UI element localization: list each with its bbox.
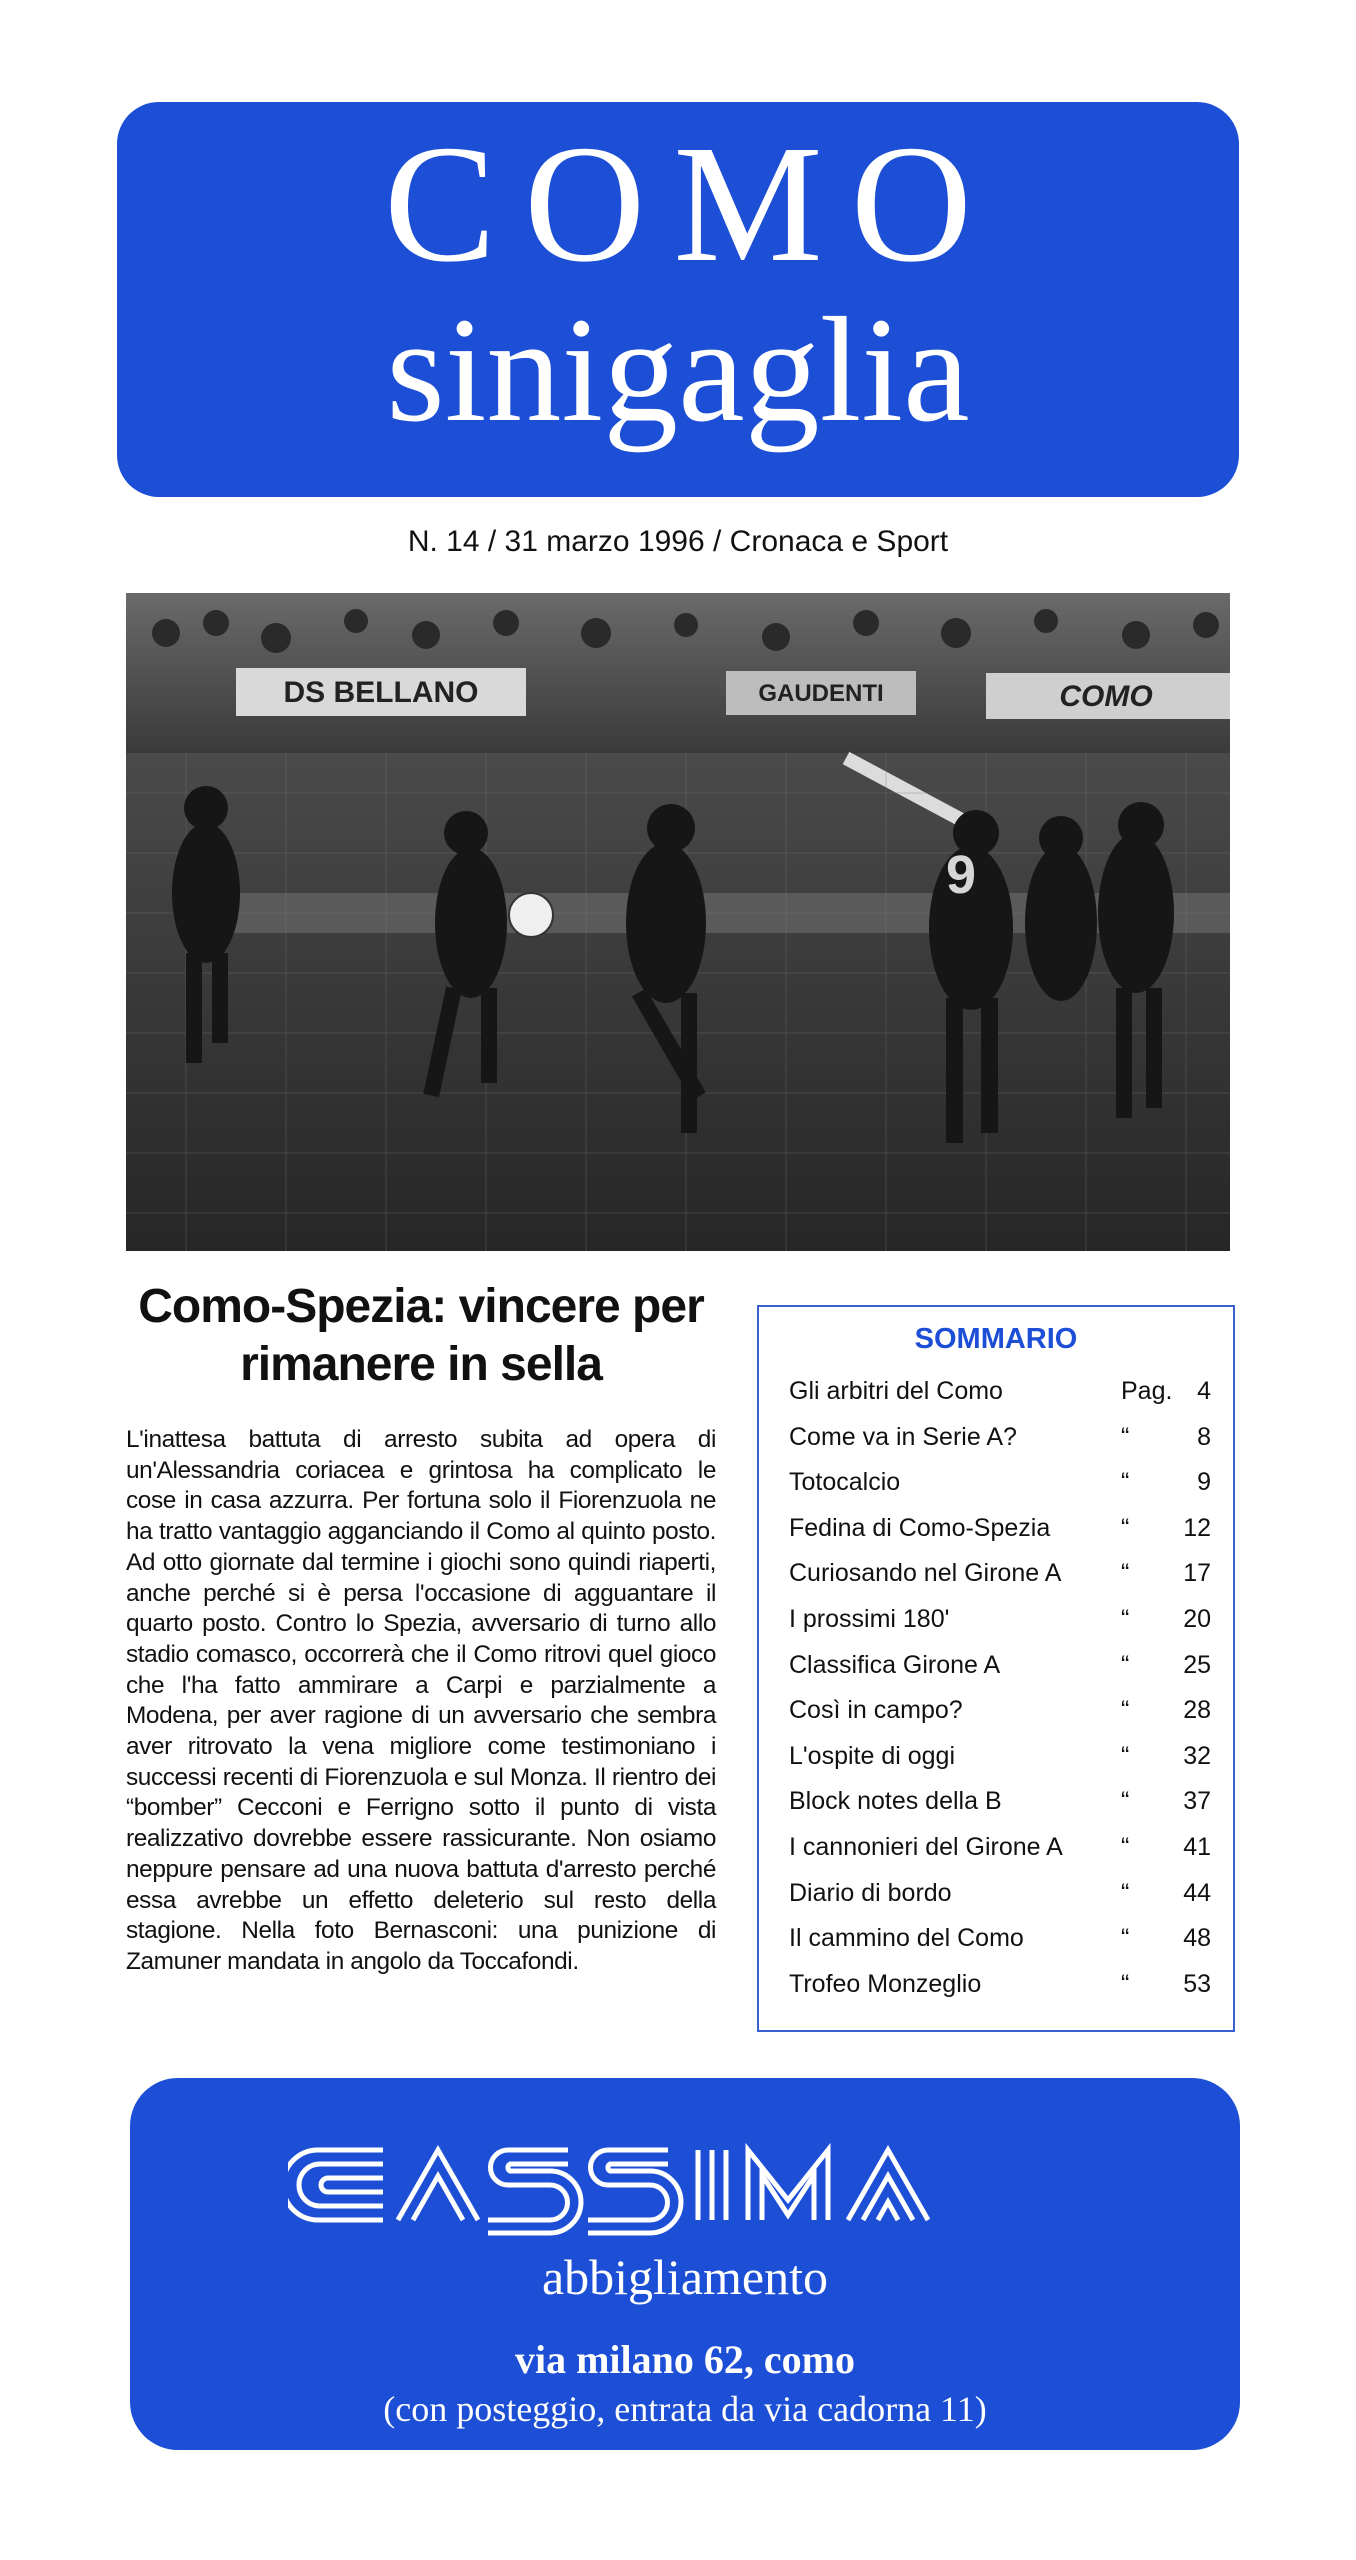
summary-item-label: I cannonieri del Girone A: [789, 1832, 1063, 1861]
summary-item: [789, 1871, 1211, 1917]
masthead: [117, 102, 1239, 497]
summary-item-label: I prossimi 180': [789, 1604, 950, 1633]
shirt-number: 9: [946, 845, 977, 905]
summary-item-pag: “: [1121, 1878, 1130, 1907]
summary-item: [789, 1506, 1211, 1552]
summary-item: [789, 1688, 1211, 1734]
summary-item-page: 53: [1183, 1969, 1211, 1998]
summary-item-page: 48: [1183, 1924, 1211, 1953]
summary-item: [789, 1962, 1211, 2008]
summary-item-page: 32: [1183, 1741, 1211, 1770]
ad-address: via milano 62, como: [515, 2337, 855, 2382]
summary-title: SOMMARIO: [914, 1323, 1078, 1355]
summary-item-label: Diario di bordo: [789, 1878, 952, 1907]
cassina-ad: [130, 2078, 1240, 2450]
summary-box: [757, 1305, 1235, 2032]
summary-item-page: 44: [1183, 1878, 1211, 1907]
summary-item-pag: “: [1121, 1650, 1130, 1679]
summary-item-label: Totocalcio: [789, 1468, 901, 1497]
banner-como: COMO: [1059, 680, 1153, 713]
summary-item-page: 37: [1183, 1787, 1211, 1816]
article-body: L'inattesa battuta di arresto subita ad opera di un'Alessandria coriacea e grintosa ha complicato le cose in casa azzurra. Per fortuna solo il Fiorenzuola ne ha tratto vantaggio agganciando il Como al quinto posto. Ad otto giornate dal termine i giochi sono quindi riaperti, anche perché si è persa l'occasione di agguantare il quarto posto. Contro lo Spezia, avversario di turno allo stadio comasco, occorrerà che il Como ritrovi quel gioco che l'ha fatto ammirare a Carpi e parzialmente a Modena, per aver ragione di un avversario che sembra aver ritrovato la vena migliore come testimoniano i successi recenti di Fiorenzuola e sul Monza. Il rientro dei “bomber” Cecconi e Ferrigno sotto il punto di vista realizzativo dovrebbe essere rassicurante. Non osiamo neppure pensare ad una nuova battuta d'arresto perché essa avrebbe un effetto deleterio sul resto della stagione. Nella foto Bernasconi: una punizione di Zamuner mandata in angolo da Toccafondi.: [126, 1426, 716, 1975]
summary-item-pag: “: [1121, 1513, 1130, 1542]
summary-item: [789, 1779, 1211, 1825]
summary-item: [789, 1460, 1211, 1506]
summary-item-pag: “: [1121, 1969, 1130, 1998]
summary-item-page: 20: [1183, 1604, 1211, 1633]
summary-item-pag: “: [1121, 1468, 1130, 1497]
summary-item-page: 28: [1183, 1696, 1211, 1725]
issue-line: N. 14 / 31 marzo 1996 / Cronaca e Sport: [407, 525, 949, 558]
banner-bellano: DS BELLANO: [283, 676, 479, 709]
summary-item-pag: “: [1121, 1741, 1130, 1770]
summary-item-label: Curiosando nel Girone A: [789, 1559, 1062, 1588]
summary-item-pag: “: [1121, 1832, 1130, 1861]
summary-item-page: 41: [1183, 1832, 1211, 1861]
summary-item-pag: “: [1121, 1787, 1130, 1816]
summary-item-pag: “: [1121, 1559, 1130, 1588]
summary-item-page: 8: [1197, 1422, 1211, 1451]
summary-item-pag: “: [1121, 1924, 1130, 1953]
masthead-subtitle: sinigaglia: [386, 287, 970, 453]
summary-item-page: 9: [1197, 1468, 1211, 1497]
cassina-logo: [288, 2120, 1088, 2250]
summary-item-page: 12: [1183, 1513, 1211, 1542]
summary-item: [789, 1643, 1211, 1689]
summary-list: [789, 1369, 1211, 2007]
summary-item-label: Gli arbitri del Como: [789, 1377, 1003, 1405]
summary-item: [789, 1551, 1211, 1597]
summary-item: [789, 1825, 1211, 1871]
summary-item: [789, 1597, 1211, 1643]
summary-item-label: Fedina di Como-Spezia: [789, 1513, 1051, 1542]
summary-item-label: Così in campo?: [789, 1696, 963, 1725]
ad-note: (con posteggio, entrata da via cadorna 11): [383, 2389, 987, 2429]
summary-item-label: Block notes della B: [789, 1787, 1002, 1816]
ad-subtitle: abbigliamento: [541, 2249, 829, 2305]
match-photo: [126, 593, 1230, 1251]
summary-item-label: Il cammino del Como: [789, 1924, 1024, 1953]
banner-gaudenti: GAUDENTI: [758, 680, 884, 707]
summary-item: [789, 1734, 1211, 1780]
summary-item-pag: “: [1121, 1604, 1130, 1633]
article-headline: Como-Spezia: vincere per rimanere in sella: [138, 1280, 704, 1391]
summary-item: [789, 1415, 1211, 1461]
summary-item-label: Trofeo Monzeglio: [789, 1969, 982, 1998]
summary-item-page: 25: [1183, 1650, 1211, 1679]
summary-item-page: 4: [1197, 1377, 1211, 1405]
masthead-title: COMO: [383, 111, 1001, 297]
summary-item-pag: “: [1121, 1422, 1130, 1451]
summary-item-pag: Pag.: [1121, 1377, 1173, 1405]
summary-item-label: L'ospite di oggi: [789, 1741, 956, 1770]
summary-item-label: Come va in Serie A?: [789, 1422, 1017, 1451]
summary-item: [789, 1916, 1211, 1962]
summary-item: [789, 1369, 1211, 1415]
summary-item-label: Classifica Girone A: [789, 1650, 1001, 1679]
summary-item-pag: “: [1121, 1696, 1130, 1725]
summary-item-page: 17: [1183, 1559, 1211, 1588]
